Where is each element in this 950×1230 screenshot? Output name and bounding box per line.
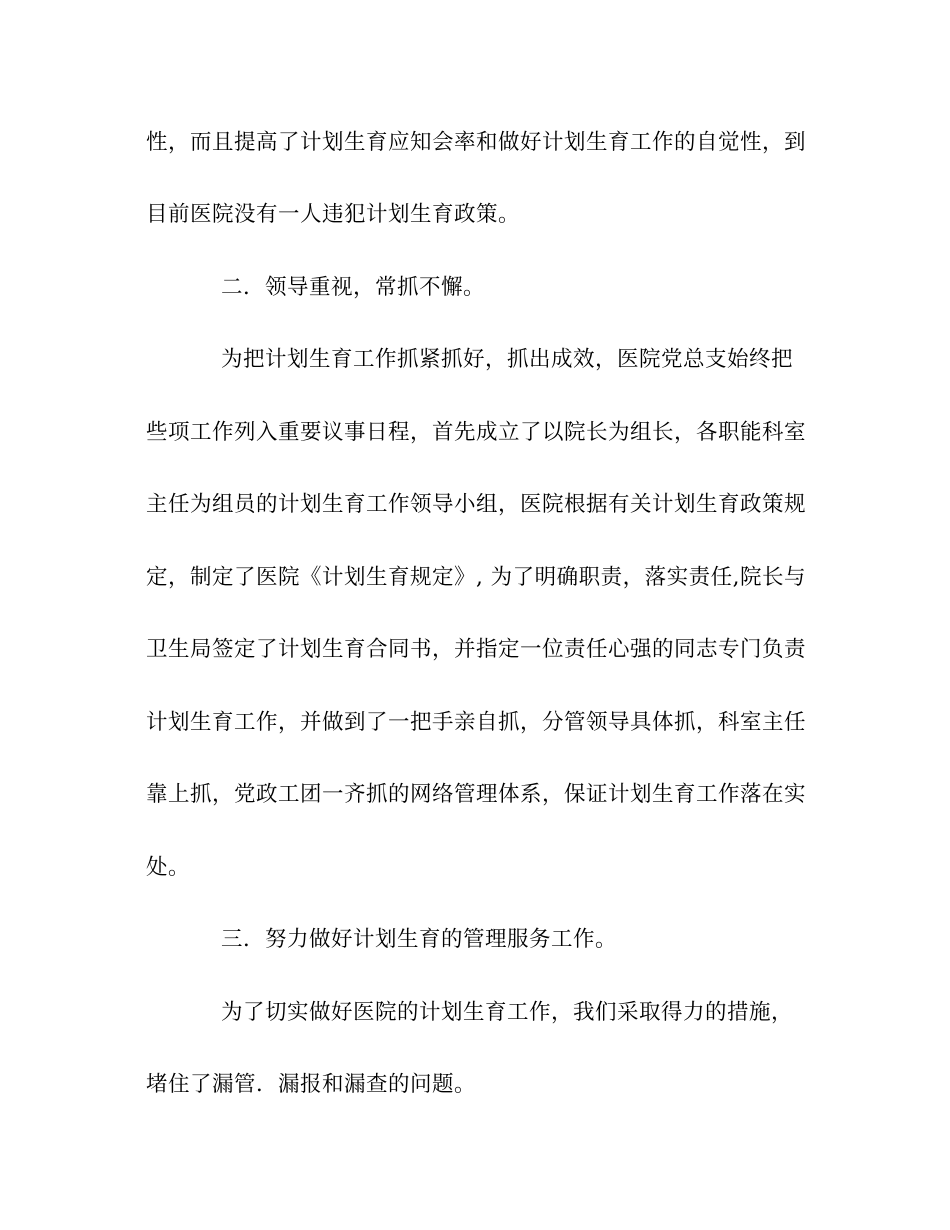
paragraph-line: 目前医院没有一人违犯计划生育政策。 [146, 202, 521, 227]
paragraph-line: 靠上抓，党政工团一齐抓的网络管理体系，保证计划生育工作落在实 [146, 782, 807, 807]
paragraph-line: 为了切实做好医院的计划生育工作，我们采取得力的措施， [221, 1000, 794, 1025]
paragraph-line: 主任为组员的计划生育工作领导小组，医院根据有关计划生育政策规 [146, 492, 807, 517]
paragraph-line: 卫生局签定了计划生育合同书，并指定一位责任心强的同志专门负责 [146, 637, 807, 662]
paragraph-line: 性，而且提高了计划生育应知会率和做好计划生育工作的自觉性，到 [146, 130, 807, 155]
section-heading: 二．领导重视，常抓不懈。 [221, 275, 486, 300]
paragraph-line: 为把计划生育工作抓紧抓好，抓出成效，医院党总支始终把 [221, 347, 794, 372]
paragraph-line: 些项工作列入重要议事日程，首先成立了以院长为组长，各职能科室 [146, 420, 807, 445]
paragraph-line: 计划生育工作，并做到了一把手亲自抓，分管领导具体抓，科室主任 [146, 710, 807, 735]
paragraph-line: 定，制定了医院《计划生育规定》, 为了明确职责，落实责任,院长与 [146, 565, 807, 590]
paragraph-line: 堵住了漏管．漏报和漏查的问题。 [146, 1072, 477, 1097]
section-heading: 三．努力做好计划生育的管理服务工作。 [221, 927, 618, 952]
paragraph-line: 处。 [146, 855, 191, 880]
